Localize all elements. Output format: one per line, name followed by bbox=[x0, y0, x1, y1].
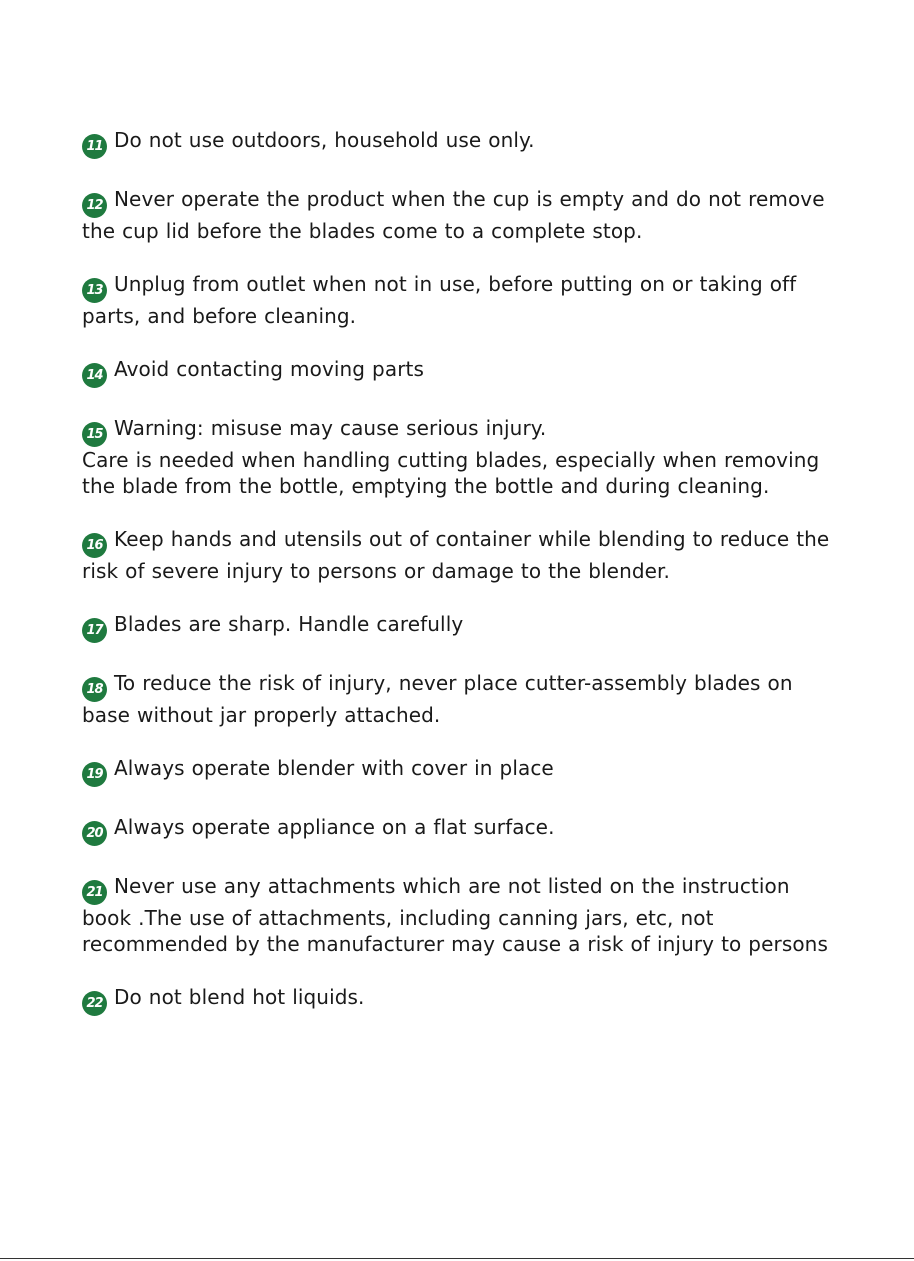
number-badge-icon: 21 bbox=[82, 880, 107, 905]
instruction-item-14 bbox=[82, 356, 842, 388]
number-badge-icon: 11 bbox=[82, 134, 107, 159]
instruction-item-11 bbox=[82, 127, 842, 159]
instruction-text: Always operate appliance on a flat surface. bbox=[114, 815, 555, 839]
instruction-text: Never operate the product when the cup is empty and do not remove the cup lid before the blades come to a complete stop. bbox=[82, 187, 825, 243]
number-badge-icon: 20 bbox=[82, 821, 107, 846]
number-badge-icon: 12 bbox=[82, 193, 107, 218]
instruction-continuation-text: Care is needed when handling cutting blades, especially when removing the blade from the bottle, emptying the bottle and during cleaning. bbox=[82, 448, 820, 498]
instruction-item-12 bbox=[82, 186, 842, 244]
number-badge-icon: 15 bbox=[82, 422, 107, 447]
instruction-text: Do not use outdoors, household use only. bbox=[114, 128, 535, 152]
instruction-text: Warning: misuse may cause serious injury. bbox=[114, 416, 547, 440]
instruction-item-22 bbox=[82, 984, 842, 1016]
instruction-text: Always operate blender with cover in place bbox=[114, 756, 554, 780]
instruction-item-15 bbox=[82, 415, 842, 499]
number-badge-icon: 19 bbox=[82, 762, 107, 787]
instruction-item-21 bbox=[82, 873, 842, 957]
instruction-text: Do not blend hot liquids. bbox=[114, 985, 365, 1009]
number-badge-icon: 22 bbox=[82, 991, 107, 1016]
instruction-text: Avoid contacting moving parts bbox=[114, 357, 424, 381]
instruction-item-13 bbox=[82, 271, 842, 329]
instruction-item-19 bbox=[82, 755, 842, 787]
safety-instructions-list bbox=[82, 127, 842, 1016]
instruction-item-20 bbox=[82, 814, 842, 846]
number-badge-icon: 16 bbox=[82, 533, 107, 558]
number-badge-icon: 18 bbox=[82, 677, 107, 702]
number-badge-icon: 13 bbox=[82, 278, 107, 303]
instruction-text: Unplug from outlet when not in use, before putting on or taking off parts, and before cleaning. bbox=[82, 272, 797, 328]
instruction-text: Blades are sharp. Handle carefully bbox=[114, 612, 464, 636]
number-badge-icon: 14 bbox=[82, 363, 107, 388]
instruction-text: To reduce the risk of injury, never place cutter-assembly blades on base without jar properly attached. bbox=[82, 671, 793, 727]
instruction-item-17 bbox=[82, 611, 842, 643]
page-bottom-divider bbox=[0, 1258, 914, 1259]
instruction-item-16 bbox=[82, 526, 842, 584]
number-badge-icon: 17 bbox=[82, 618, 107, 643]
instruction-item-18 bbox=[82, 670, 842, 728]
instruction-text: Never use any attachments which are not listed on the instruction book .The use of attachments, including canning jars, etc, not recommended by the manufacturer may cause a risk of injury to persons bbox=[82, 874, 828, 956]
instruction-text: Keep hands and utensils out of container while blending to reduce the risk of severe injury to persons or damage to the blender. bbox=[82, 527, 830, 583]
